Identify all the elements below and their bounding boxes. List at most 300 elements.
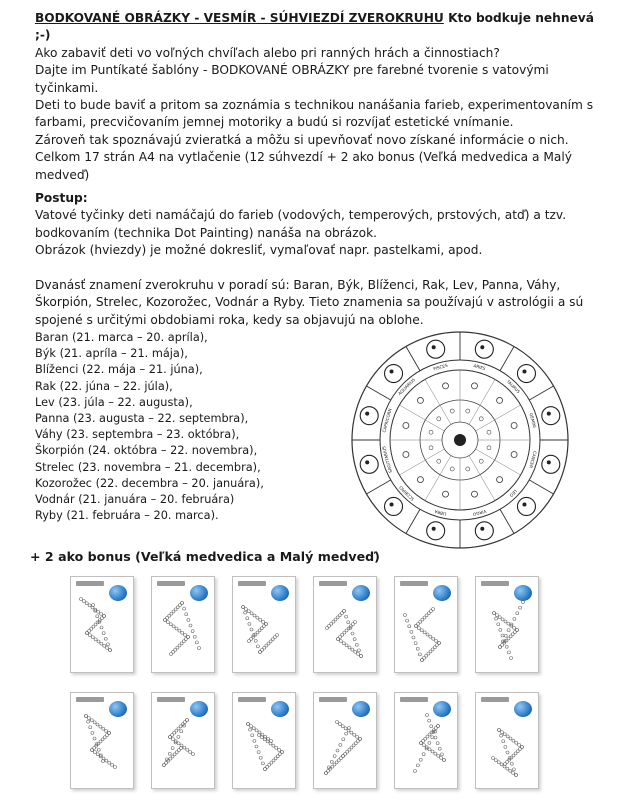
dot [191,630,194,633]
dot [325,772,328,775]
dot [342,738,345,741]
dot [505,645,508,648]
dot [247,723,250,726]
title-main: BODKOVANÉ OBRÁZKY - VESMÍR - SÚHVIEZDÍ ZVEROKRUHU [35,11,444,25]
dot [91,731,94,734]
planet-glyph [479,417,483,421]
dot [100,642,103,645]
dot [253,739,256,742]
zodiac-animal-icon-detail [390,370,394,374]
dot [177,742,180,745]
zodiac-wheel-illustration [330,330,590,550]
dot [170,653,173,656]
dot [512,768,515,771]
postup-heading: Postup: [35,191,88,206]
intro-line: Dajte im Puntíkaté šablóny - BODKOVANÉ OBRÁZKY pre farebné tvorenie s vatovými tyčinkami. [35,63,549,95]
planet-glyph [450,409,454,413]
dot [180,730,183,733]
zodiac-animal-icon-detail [547,412,551,416]
dot [512,739,515,742]
zodiac-glyph [471,491,477,497]
dot [247,610,250,613]
dot [516,612,519,615]
dot [501,618,504,621]
dot [432,637,435,640]
dot [500,734,503,737]
planet-glyph [466,467,470,471]
sign-item: Panna (23. augusta – 22. septembra), [35,412,249,426]
dot [257,751,260,754]
dot [426,633,429,636]
dot [414,642,417,645]
dot [253,614,256,617]
sector-divider [529,386,553,400]
dot [100,626,103,629]
dot [103,644,106,647]
dot [337,638,340,641]
dot [421,659,424,662]
template-preview-grid [70,572,590,797]
dot [522,601,525,604]
wheel-label: CAPRICORN [381,407,393,434]
dot [513,617,516,620]
dot [109,649,112,652]
dot [336,721,339,724]
dot [428,748,431,751]
dot [264,768,267,771]
dotted-constellation-path [476,577,538,672]
dotted-constellation-path [71,577,133,672]
dot [419,758,422,761]
template-preview-card [313,576,377,673]
dot [189,750,192,753]
dot [347,621,350,624]
zodiac-animal-icon [475,340,493,358]
dot [431,736,434,739]
dot [198,647,201,650]
planet-glyph [437,459,441,463]
dot [510,762,513,765]
template-preview-card [232,576,296,673]
dot [429,635,432,638]
dot [259,618,262,621]
dot [357,652,360,655]
dot [414,770,417,773]
wheel-label: SCORPIO [398,484,416,502]
dot [93,751,96,754]
zodiac-animal-icon [385,497,403,515]
dot [250,628,253,631]
dot [417,627,420,630]
dot [436,742,439,745]
zodiac-animal-icon-detail [480,527,484,531]
planet-glyph [450,467,454,471]
zodiac-sign-list [35,330,264,524]
dot [510,657,513,660]
dot [259,651,262,654]
dot [495,614,498,617]
sign-item: Lev (23. júla – 22. augusta), [35,395,193,409]
dot [102,632,105,635]
sector-divider [366,480,390,494]
dot [105,759,108,762]
zodiac-animal-icon [427,340,445,358]
dot [420,742,423,745]
sector-divider [406,346,420,370]
dot [183,607,186,610]
dot [341,725,344,728]
dot [255,745,258,748]
dot [339,743,342,746]
dot [169,623,172,626]
wheel-label: CANCER [528,450,538,469]
template-preview-card [394,576,458,673]
wheel-label: GEMINI [528,412,538,429]
intro-line: Celkom 17 strán A4 na vytlačenie (12 súhvezdí + 2 ako bonus (Veľká medvedica a Malý medveď) [35,150,572,182]
dot [272,744,275,747]
zodiac-glyph [403,451,409,457]
dot [350,731,353,734]
zodiac-glyph [417,397,423,403]
dot [88,634,91,637]
dot [166,621,169,624]
dot [105,729,108,732]
dotted-constellation-path [476,693,538,788]
dot [262,620,265,623]
dot [96,723,99,726]
dot [518,743,521,746]
sign-item: Býk (21. apríla – 21. mája), [35,347,188,361]
sign-item: Blíženci (22. mája – 21. júna), [35,363,203,377]
template-preview-card [151,692,215,789]
dot [345,732,348,735]
dotted-constellation-path [233,577,295,672]
planet-glyph [466,409,470,413]
dot [507,651,510,654]
zodiac-animal-icon-detail [480,345,484,349]
planet-glyph [487,446,491,450]
intro-line: Ako zabaviť deti vo voľných chvíľach alebo pri ranných hrách a činnostiach? [35,45,500,60]
dot [249,725,252,728]
dot [106,643,109,646]
sector-divider [500,509,514,533]
zodiac-animal-icon-detail [522,502,526,506]
dot [195,641,198,644]
dot [259,756,262,759]
dot [97,748,100,751]
dot [410,630,413,633]
dot [428,719,431,722]
dot [507,629,510,632]
dot [111,763,114,766]
dot [504,634,507,637]
center-dot [454,434,466,446]
wheel-label: LEO [508,488,519,499]
dot [438,747,441,750]
dot [181,631,184,634]
planet-glyph [487,430,491,434]
dot [500,763,503,766]
dot [261,762,264,765]
dot [97,640,100,643]
dot [250,612,253,615]
zodiac-glyph [511,423,517,429]
zodiac-animal-icon [542,455,560,473]
planet-glyph [479,459,483,463]
zodiac-animal-icon [360,407,378,425]
dot [88,604,91,607]
dot [185,613,188,616]
dot [435,639,438,642]
dot [193,635,196,638]
dot [168,752,171,755]
dot [275,746,278,749]
dot [82,600,85,603]
dot [242,606,245,609]
template-preview-card [70,576,134,673]
dot [426,714,429,717]
dot [106,646,109,649]
dot [338,723,341,726]
intro-line: Zároveň tak spoznávajú zvieratká a môžu si upevňovať novo získané informácie o nich. [35,132,569,147]
dot [108,761,111,764]
dot [351,648,354,651]
dot [494,759,497,762]
zodiac-animal-icon-detail [432,527,436,531]
dotted-constellation-path [233,693,295,788]
dot [353,733,356,736]
dot [96,615,99,618]
dotted-constellation-path [314,577,376,672]
dot [422,744,425,747]
dot [515,741,518,744]
template-preview-card [313,692,377,789]
dot [87,720,90,723]
dot [93,721,96,724]
page-title [35,10,595,45]
dot [354,650,357,653]
dot [502,740,505,743]
zodiac-animal-icon [385,365,403,383]
dot [184,633,187,636]
dot [86,632,89,635]
wheel-label: LIBRA [433,508,447,517]
dot [418,653,421,656]
dot [99,725,102,728]
sector-divider [529,480,553,494]
dot [339,640,342,643]
dot [85,715,88,718]
zodiac-glyph [443,491,449,497]
dot [404,614,407,617]
dot [503,733,506,736]
dot [440,756,443,759]
dot [356,735,359,738]
zodiac-animal-icon-detail [547,460,551,464]
dot [509,737,512,740]
dot [500,731,503,734]
dot [248,622,251,625]
sign-item: Baran (21. marca – 20. apríla), [35,331,208,344]
dot [85,602,88,605]
dot [104,637,107,640]
zodiac-glyph [511,451,517,457]
dot [507,622,510,625]
sign-item: Ryby (21. februára – 20. marca). [35,509,219,523]
dot [420,629,423,632]
dot [278,748,281,751]
dot [351,632,354,635]
dot [431,750,434,753]
dot [515,774,518,777]
dotted-constellation-path [395,577,457,672]
dot [90,719,93,722]
dot [498,729,501,732]
zodiac-animal-icon-detail [432,345,436,349]
sign-item: Strelec (23. novembra – 21. decembra), [35,460,261,474]
dot [254,639,257,642]
planet-glyph [429,446,433,450]
dot [504,745,507,748]
intro-line: Deti to bude baviť a pritom sa zoznámia s technikou nanášania farieb, experimentovaním s farbami, precvičovaním jemnej motoriky a budú si rozvíjať estetické vnímanie. [35,98,594,130]
dot [163,764,166,767]
dot [249,728,252,731]
dot [100,612,103,615]
title-tail: Kto bodkuje nehnevá ;-) [35,11,594,43]
dot [353,638,356,641]
dot [506,767,509,770]
dot [87,717,90,720]
wheel-label: AQUARIUS [397,377,417,397]
dot [495,617,498,620]
sign-item: Škorpión (24. októbra – 22. novembra), [35,444,258,458]
dot [416,764,419,767]
wheel-label: ARIES [472,363,487,372]
zodiac-glyph [417,477,423,483]
dot [437,754,440,757]
dot [348,646,351,649]
zodiac-animal-icon [475,522,493,540]
dot [408,625,411,628]
dot [498,616,501,619]
zodiac-glyph [471,383,477,389]
dot [430,725,433,728]
dot [97,610,100,613]
zodiac-animal-icon-detail [365,412,369,416]
dotted-constellation-path [71,693,133,788]
planet-glyph [437,417,441,421]
dot [504,620,507,623]
dot [428,741,431,744]
dot [171,747,174,750]
dot [499,646,502,649]
dot [509,769,512,772]
dot [333,755,336,758]
dot [345,644,348,647]
dot [171,738,174,741]
dot [497,761,500,764]
dot [330,760,333,763]
dot [93,737,96,740]
dot [244,611,247,614]
dot [244,608,247,611]
sign-item: Vodnár (21. januára – 20. februára) [35,493,235,507]
intro-section [35,10,595,329]
sector-divider [406,509,420,533]
dot [256,616,259,619]
postup-line: Obrázok (hviezdy) je možné dokresliť, vymaľovať napr. pastelkami, apod. [35,243,483,258]
dot [422,753,425,756]
postup-line: Vatové tyčinky deti namáčajú do farieb (vodových, temperových, prstových, atď) a tzv. bodkovaním (technika Dot Painting) nanáša na obrázok. [35,208,567,240]
dot [102,727,105,730]
dotted-constellation-path [395,693,457,788]
template-preview-card [475,576,539,673]
sector-divider [500,346,514,370]
zodiac-animal-icon [542,407,560,425]
zodiac-glyph [497,397,503,403]
dot [94,638,97,641]
dot [336,749,339,752]
zodiac-animal-icon [517,497,535,515]
template-preview-card [70,692,134,789]
wheel-label: PISCES [432,362,449,372]
zodiac-animal-icon-detail [390,502,394,506]
dot [493,612,496,615]
wheel-label: TAURUS [505,378,522,395]
template-preview-card [475,692,539,789]
dot [416,647,419,650]
dot [246,617,249,620]
dot [252,727,255,730]
sign-item: Rak (22. júna – 22. júla), [35,379,173,393]
dot [434,752,437,755]
dot [256,645,259,648]
dot [192,753,195,756]
wheel-label: SAGITTARIUS [381,445,394,474]
dot [412,636,415,639]
dot [172,625,175,628]
dot [492,757,495,760]
dot [96,753,99,756]
dot [423,631,426,634]
dot [501,634,504,637]
dot [342,642,345,645]
zodiac-animal-icon-detail [365,460,369,464]
dot [114,766,117,769]
dot [506,751,509,754]
dot [406,619,409,622]
dot [360,655,363,658]
dot [175,627,178,630]
zodiac-glyph [403,423,409,429]
dot [91,749,94,752]
dot [187,618,190,621]
template-preview-card [394,692,458,789]
dot [186,748,189,751]
dotted-constellation-path [152,693,214,788]
dot [357,649,360,652]
planet-glyph [429,430,433,434]
dot [91,636,94,639]
dot [344,727,347,730]
sector-divider [366,386,390,400]
zodiac-animal-icon [360,455,378,473]
dot [169,736,172,739]
dot [183,746,186,749]
template-preview-card [232,692,296,789]
dot [415,625,418,628]
zodiac-paragraph: Dvanásť znamení zverokruhu v poradí sú: Baran, Býk, Blíženci, Rak, Lev, Panna, Váhy, Škorpión, Strelec, Kozorožec, Vodnár a Ryby. Tieto znamenia sa používajú v astrológii a sú spojené s určitými obdobiami roka, kedy sa objavujú na oblohe. [35,277,584,327]
